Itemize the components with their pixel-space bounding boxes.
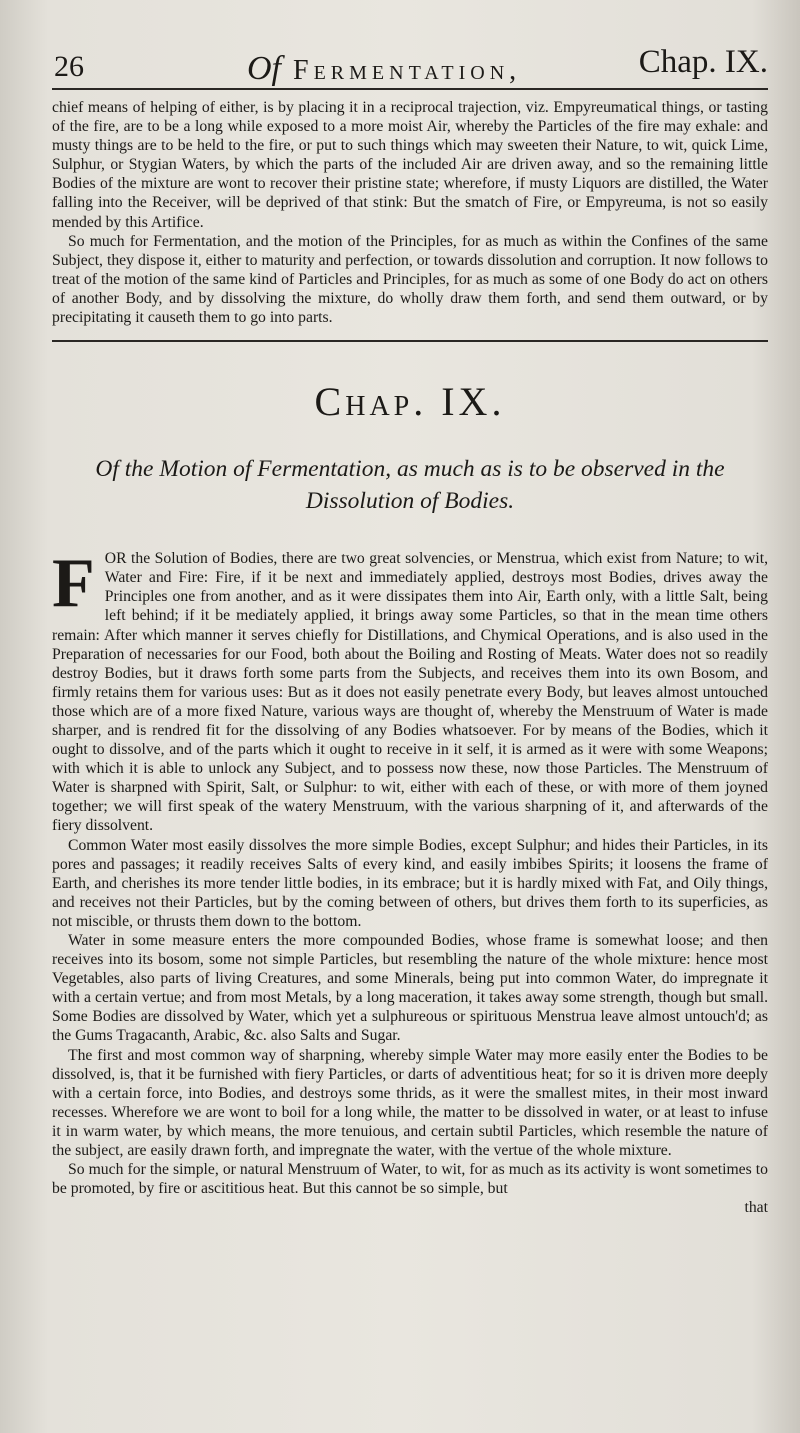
paragraph: So much for the simple, or natural Menstruum of Water, to wit, for as much as its activity is wont sometimes to be promoted, by fire or ascititious heat. But this cannot be so simple, but (52, 1161, 768, 1198)
chapter-subtitle: Of the Motion of Fermentation, as much as is to be observed in the Dissolution of Bodies. (95, 456, 725, 515)
paragraph: The first and most common way of sharpning, whereby simple Water may more easily enter the Bodies to be dissolved, is, that it be furnished with fiery Particles, or darts of adventitious heat; for so it is driven more deeply with a certain force, into Bodies, and destroys some thrids, as it were the smallest mites, in their most inward recesses. Wherefore we are wont to boil for a long while, the matter to be dissolved in water, or at least to infuse it in warm water, by which means, the more tenuious, and certain subtil Particles, which resemble the nature of the subject, are easily drawn forth, and impregnate the water, with the vertue of the whole mixture. (52, 1046, 768, 1160)
paragraph: Common Water most easily dissolves the more simple Bodies, except Sulphur; and hides their Particles, in its pores and passages; it readily receives Salts of every kind, and easily imbibes Spirits; it loosens the frame of Earth, and cherishes its more tender little bodies, in its embrace; but it is hardly mixed with Fat, and Oily things, and receives not their Particles, but by the coming between of others, but drives them forth to its superficies, as not miscible, or thrusts them down to the bottom. (52, 836, 768, 930)
running-title-prefix: Of (247, 50, 281, 87)
running-head (52, 0, 768, 90)
chapter-reference: Chap. IX. (638, 44, 768, 80)
paragraph: So much for Fermentation, and the motion of the Principles, for as much as within the Confines of the same Subject, they dispose it, either to maturity and perfection, or towards dissolution and corruption. It now follows to treat of the motion of the same kind of Particles and Principles, for as much as some of one Body do act on others of another Body, and by dissolving the mixture, do wholly draw them forth, and send them outward, or by precipitating it causeth them to go into parts. (52, 232, 768, 327)
running-title (247, 50, 521, 88)
catchword: that (744, 1199, 768, 1217)
paragraph: chief means of helping of either, is by placing it in a reciprocal trajection, viz. Empyreumatical things, or tasting of the fire, are to be a long while exposed to a more moist Air, whereby the Particles of the fire may exhale: and musty things are to be held to the fire, or put to such things which may sweeten their Nature, to wit, quick Lime, Sulphur, or Stygian Waters, by which the parts of the included Air are driven away, and so the remaining little Bodies of the mixture are wont to recover their pristine state; wherefore, if musty Liquors are distilled, the Water falling into the Receiver, will be deprived of that stink: But the smatch of Fire, or Empyreuma, is not so easily mended by this Artifice. (52, 99, 768, 231)
drop-cap: F (52, 545, 95, 623)
running-title-text: Fermentation, (293, 55, 522, 86)
first-paragraph (52, 545, 768, 835)
paragraph: Water in some measure enters the more compounded Bodies, whose frame is somewhat loose; and then receives into its bosom, some not simple Particles, but resembling the nature of the whole mixture: hence most Vegetables, also parts of living Creatures, and some Minerals, being put into common Water, do impregnate it with a certain vertue; and from most Metals, by a long maceration, it takes away some strength, though but small. Some Bodies are dissolved by Water, which yet a sulphureous or spirituous Menstrua leave almost untouch'd; as the Gums Tragacanth, Arabic, &c. also Salts and Sugar. (52, 932, 768, 1045)
section-divider (52, 340, 768, 342)
page-number: 26 (54, 50, 84, 83)
chapter-heading: Chap. IX. (314, 379, 506, 425)
continuation-text (52, 98, 768, 327)
chapter-body (52, 545, 768, 1217)
first-paragraph-text: OR the Solution of Bodies, there are two great solvencies, or Menstrua, which exist from Nature; to wit, Water and Fire: Fire, if it be next and immediately applied, destroys most Bodies, drives away the Principles one from another, and as it were dissipates them into Air, Earth only, with a little Salt, being left behind; if it be mediately applied, it brings away some Particles, so that in the mean time others remain: After which manner it serves chiefly for Distillations, and Chymical Operations, and is also used in the Preparation of necessaries for our Food, both about the Boiling and Rosting of Meats. Water does not so readily destroy Bodies, but it draws forth some parts from the Subjects, and receives them into its own Bosom, and firmly retains them for various uses: But as it does not easily penetrate every Body, but leaves almost untouched those which are of a more fixed Nature, various ways are thought of, whereby the Menstruum of Water is made sharper, and is rendred fit for the dissolving of any Bodies whatsoever. For by means of the Bodies, which it ought to dissolve, and of the parts which it ought to receive in it self, it is armed as it were with some Weapons; with which it is able to unlock any Subject, and to possess now these, now those Particles. The Menstruum of Water is sharpned with Spirit, Salt, or Sulphur: to wit, either with each of these, or with more of them joyned together; we will first speak of the watery Menstruum, with the various sharpning of it, and afterwards of the fiery dissolvent. (52, 550, 768, 835)
